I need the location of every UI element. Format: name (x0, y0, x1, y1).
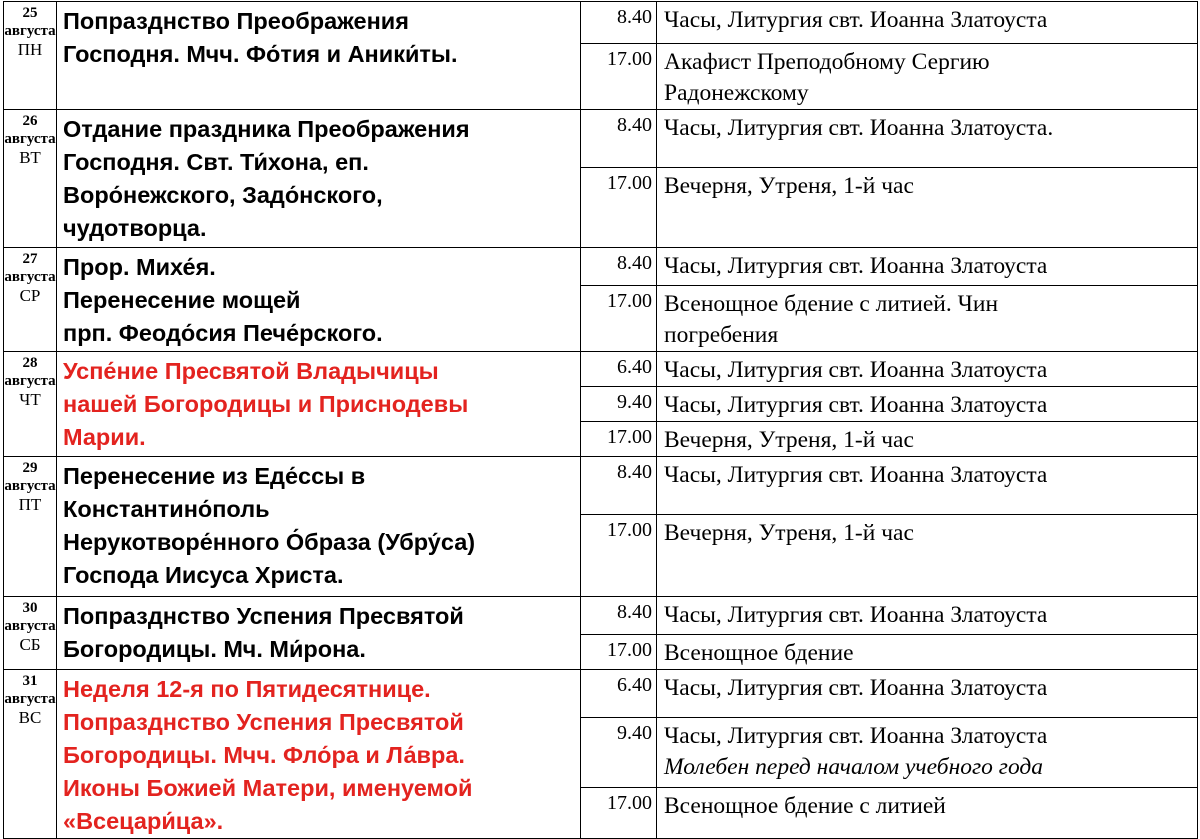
feast-title-line: Попразднство Успения Пресвятой (63, 709, 464, 735)
service-description-line: Часы, Литургия свт. Иоанна Златоуста (664, 675, 1048, 701)
feast-title-line: Господня. Свт. Ти́хона, еп. (63, 149, 369, 175)
day-weekday: ЧТ (19, 390, 41, 409)
feast-title-line: нашей Богородицы и Приснодевы (63, 391, 469, 417)
service-description (657, 457, 1198, 515)
service-time: 9.40 (581, 717, 657, 788)
day-number: 26 (22, 113, 38, 129)
service-description-line: Всенощное бдение (664, 640, 854, 666)
service-time: 17.00 (581, 286, 657, 352)
day-date-cell (4, 457, 57, 597)
service-time: 8.40 (581, 248, 657, 286)
day-date-cell (4, 670, 57, 839)
feast-title-line: Богородицы. Мч. Ми́рона. (63, 636, 366, 662)
feast-title-cell (57, 457, 581, 597)
service-description-line: Часы, Литургия свт. Иоанна Златоуста (664, 7, 1048, 33)
day-weekday: ПТ (18, 495, 42, 514)
day-weekday: ПН (17, 40, 43, 59)
service-description-line: Часы, Литургия свт. Иоанна Златоуста (664, 357, 1048, 383)
service-description (657, 2, 1198, 44)
service-row (4, 457, 1198, 515)
feast-title-line: Попразднство Преображения (63, 8, 409, 34)
feast-title-line: Попразднство Успения Пресвятой (63, 603, 464, 629)
service-description (657, 168, 1198, 248)
feast-title-line: Успе́ние Пресвятой Владычицы (63, 358, 439, 384)
feast-title-line: Марии. (63, 424, 146, 450)
feast-title-line: Перенесение из Еде́ссы в (63, 463, 366, 489)
feast-title-line: прп. Феодо́сия Пече́рского. (63, 320, 383, 346)
service-description (657, 248, 1198, 286)
day-weekday: ВС (18, 708, 42, 727)
day-number: 29 (22, 460, 38, 476)
service-description-line: Молебен перед началом учебного года (664, 753, 1044, 780)
service-description-line: Акафист Преподобному Сергию (664, 49, 990, 75)
day-weekday: СБ (19, 635, 41, 654)
service-description-line: Вечерня, Утреня, 1-й час (664, 520, 914, 546)
feast-title-cell (57, 352, 581, 457)
service-description (657, 635, 1198, 670)
day-weekday: СР (19, 286, 41, 305)
day-date-cell (4, 597, 57, 670)
feast-title-line: Нерукотворе́нного О́браза (Убру́са) (63, 529, 476, 555)
day-date-cell (4, 2, 57, 110)
feast-title-line: Богородицы. Мчч. Фло́ра и Ла́вра. (63, 742, 465, 768)
service-time: 17.00 (581, 422, 657, 457)
day-number: 28 (22, 355, 38, 371)
service-description (657, 597, 1198, 635)
day-number: 31 (22, 673, 38, 689)
service-time: 6.40 (581, 670, 657, 718)
service-description (657, 788, 1198, 839)
feast-title-line: Воро́нежского, Задо́нского, (63, 182, 383, 208)
day-date-cell (4, 248, 57, 352)
service-description-line: Всенощное бдение с литией (664, 793, 946, 820)
service-description (657, 422, 1198, 457)
day-month: августа (4, 691, 56, 707)
feast-title-cell (57, 248, 581, 352)
service-description-line: Всенощное бдение с литией. Чин (664, 291, 999, 317)
day-date-cell (4, 110, 57, 248)
service-time: 8.40 (581, 110, 657, 168)
service-description (657, 110, 1198, 168)
service-description-line: Радонежскому (664, 80, 809, 106)
service-time: 17.00 (581, 515, 657, 597)
service-time: 8.40 (581, 457, 657, 515)
service-description-line: Часы, Литургия свт. Иоанна Златоуста (664, 462, 1048, 488)
feast-title-line: Господня. Мчч. Фо́тия и Аники́ты. (63, 41, 458, 67)
service-description (657, 717, 1198, 788)
service-time: 17.00 (581, 168, 657, 248)
service-description-line: Вечерня, Утреня, 1-й час (664, 173, 914, 199)
day-month: августа (4, 478, 56, 494)
service-time: 17.00 (581, 788, 657, 839)
feast-title-line: «Всецари́ца». (63, 808, 224, 834)
feast-title-cell (57, 2, 581, 110)
day-month: августа (4, 373, 56, 389)
schedule-body (4, 2, 1198, 839)
service-description (657, 286, 1198, 352)
service-description-line: Вечерня, Утреня, 1-й час (664, 427, 914, 453)
service-time: 8.40 (581, 597, 657, 635)
day-number: 27 (22, 251, 38, 267)
day-date-cell (4, 352, 57, 457)
service-time: 8.40 (581, 2, 657, 44)
schedule-table (3, 1, 1198, 839)
service-description (657, 515, 1198, 597)
service-description (657, 387, 1198, 422)
service-time: 17.00 (581, 44, 657, 110)
service-row (4, 2, 1198, 44)
service-time: 6.40 (581, 352, 657, 387)
service-time: 17.00 (581, 635, 657, 670)
day-month: августа (4, 618, 56, 634)
feast-title-cell (57, 110, 581, 248)
day-number: 30 (22, 600, 38, 616)
day-weekday: ВТ (19, 148, 41, 167)
service-time: 9.40 (581, 387, 657, 422)
service-row (4, 352, 1198, 387)
service-description (657, 44, 1198, 110)
service-row (4, 597, 1198, 635)
day-month: августа (4, 23, 56, 39)
service-description (657, 352, 1198, 387)
service-description-line: Часы, Литургия свт. Иоанна Златоуста (664, 722, 1048, 749)
feast-title-line: Иконы Божией Матери, именуемой (63, 775, 473, 801)
feast-title-line: Неделя 12-я по Пятидесятнице. (63, 676, 431, 702)
service-description-line: Часы, Литургия свт. Иоанна Златоуста (664, 602, 1048, 628)
feast-title-line: Константино́поль (63, 496, 270, 522)
service-row (4, 110, 1198, 168)
service-description (657, 670, 1198, 718)
service-description-line: Часы, Литургия свт. Иоанна Златоуста. (664, 115, 1054, 141)
feast-title-cell (57, 597, 581, 670)
service-description-line: Часы, Литургия свт. Иоанна Златоуста (664, 392, 1048, 418)
feast-title-line: Прор. Михе́я. (63, 254, 216, 280)
day-month: августа (4, 131, 56, 147)
feast-title-line: Отдание праздника Преображения (63, 116, 470, 142)
feast-title-line: чудотворца. (63, 215, 207, 241)
feast-title-line: Перенесение мощей (63, 287, 301, 313)
service-description-line: Часы, Литургия свт. Иоанна Златоуста (664, 253, 1048, 279)
service-description-line: погребения (664, 322, 779, 348)
feast-title-cell (57, 670, 581, 839)
feast-title-line: Господа Иисуса Христа. (63, 562, 344, 588)
service-row (4, 670, 1198, 718)
service-row (4, 248, 1198, 286)
day-number: 25 (22, 5, 38, 21)
day-month: августа (4, 269, 56, 285)
